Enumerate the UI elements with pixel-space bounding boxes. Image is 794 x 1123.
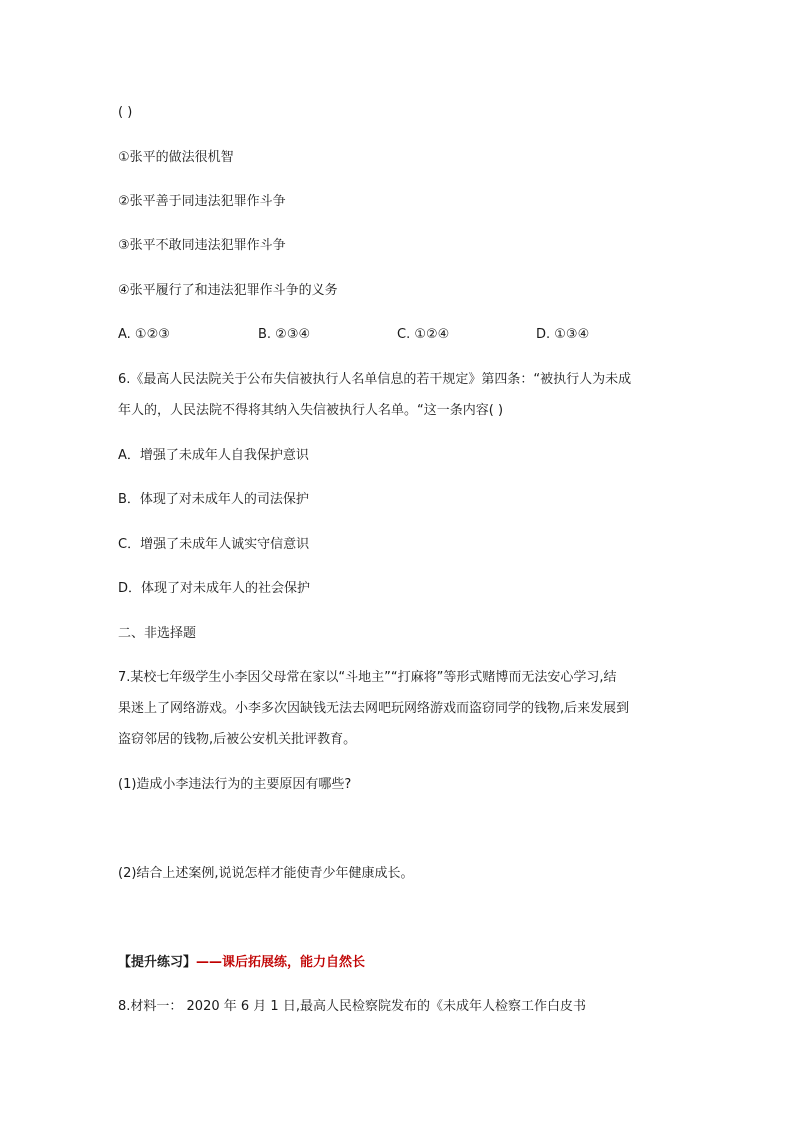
q7-stem-line-3: 盗窃邻居的钱物,后被公安机关批评教育。 bbox=[118, 732, 357, 747]
section-title: 二、非选择题 bbox=[118, 626, 197, 641]
q5-paren: ( ) bbox=[118, 105, 133, 120]
q5-option-d: D. ①③④ bbox=[536, 327, 590, 342]
q5-option-c: C. ①②④ bbox=[397, 327, 450, 342]
q6-option-b: B．体现了对未成年人的司法保护 bbox=[118, 492, 309, 507]
q5-item-1: ①张平的做法很机智 bbox=[118, 150, 234, 165]
q6-option-d: D．体现了对未成年人的社会保护 bbox=[118, 581, 311, 596]
q6-option-a: A．增强了未成年人自我保护意识 bbox=[118, 448, 309, 463]
q6-stem-line-2: 年人的，人民法院不得将其纳入失信被执行人名单。“这一条内容( ) bbox=[118, 403, 504, 418]
q6-option-c: C．增强了未成年人诚实守信意识 bbox=[118, 537, 310, 552]
q7-stem-line-2: 果迷上了网络游戏。小李多次因缺钱无法去网吧玩网络游戏而盗窃同学的钱物,后来发展到 bbox=[118, 701, 630, 716]
q7-subquestion-2: (2)结合上述案例,说说怎样才能使青少年健康成长。 bbox=[118, 866, 414, 881]
q5-item-2: ②张平善于同违法犯罪作斗争 bbox=[118, 194, 286, 209]
q5-option-a: A. ①②③ bbox=[118, 327, 170, 342]
practice-tag: 【提升练习】 bbox=[118, 955, 197, 970]
q5-item-4: ④张平履行了和违法犯罪作斗争的义务 bbox=[118, 283, 338, 298]
practice-heading bbox=[118, 954, 365, 972]
q6-stem-line-1: 6.《最高人民法院关于公布失信被执行人名单信息的若干规定》第四条：“被执行人为未成 bbox=[118, 372, 632, 387]
q8-stem-line-1: 8.材料一： 2020 年 6 月 1 日,最高人民检察院发布的《未成年人检察工作白皮书 bbox=[118, 999, 586, 1014]
q5-item-3: ③张平不敢同违法犯罪作斗争 bbox=[118, 238, 286, 253]
practice-subtitle: ——课后拓展练，能力自然长 bbox=[196, 955, 366, 970]
q5-option-b: B. ②③④ bbox=[258, 327, 311, 342]
q7-stem-line-1: 7.某校七年级学生小李因父母常在家以“斗地主”“打麻将”等形式赌博而无法安心学习,结 bbox=[118, 670, 617, 685]
q7-subquestion-1: (1)造成小李违法行为的主要原因有哪些? bbox=[118, 777, 352, 792]
